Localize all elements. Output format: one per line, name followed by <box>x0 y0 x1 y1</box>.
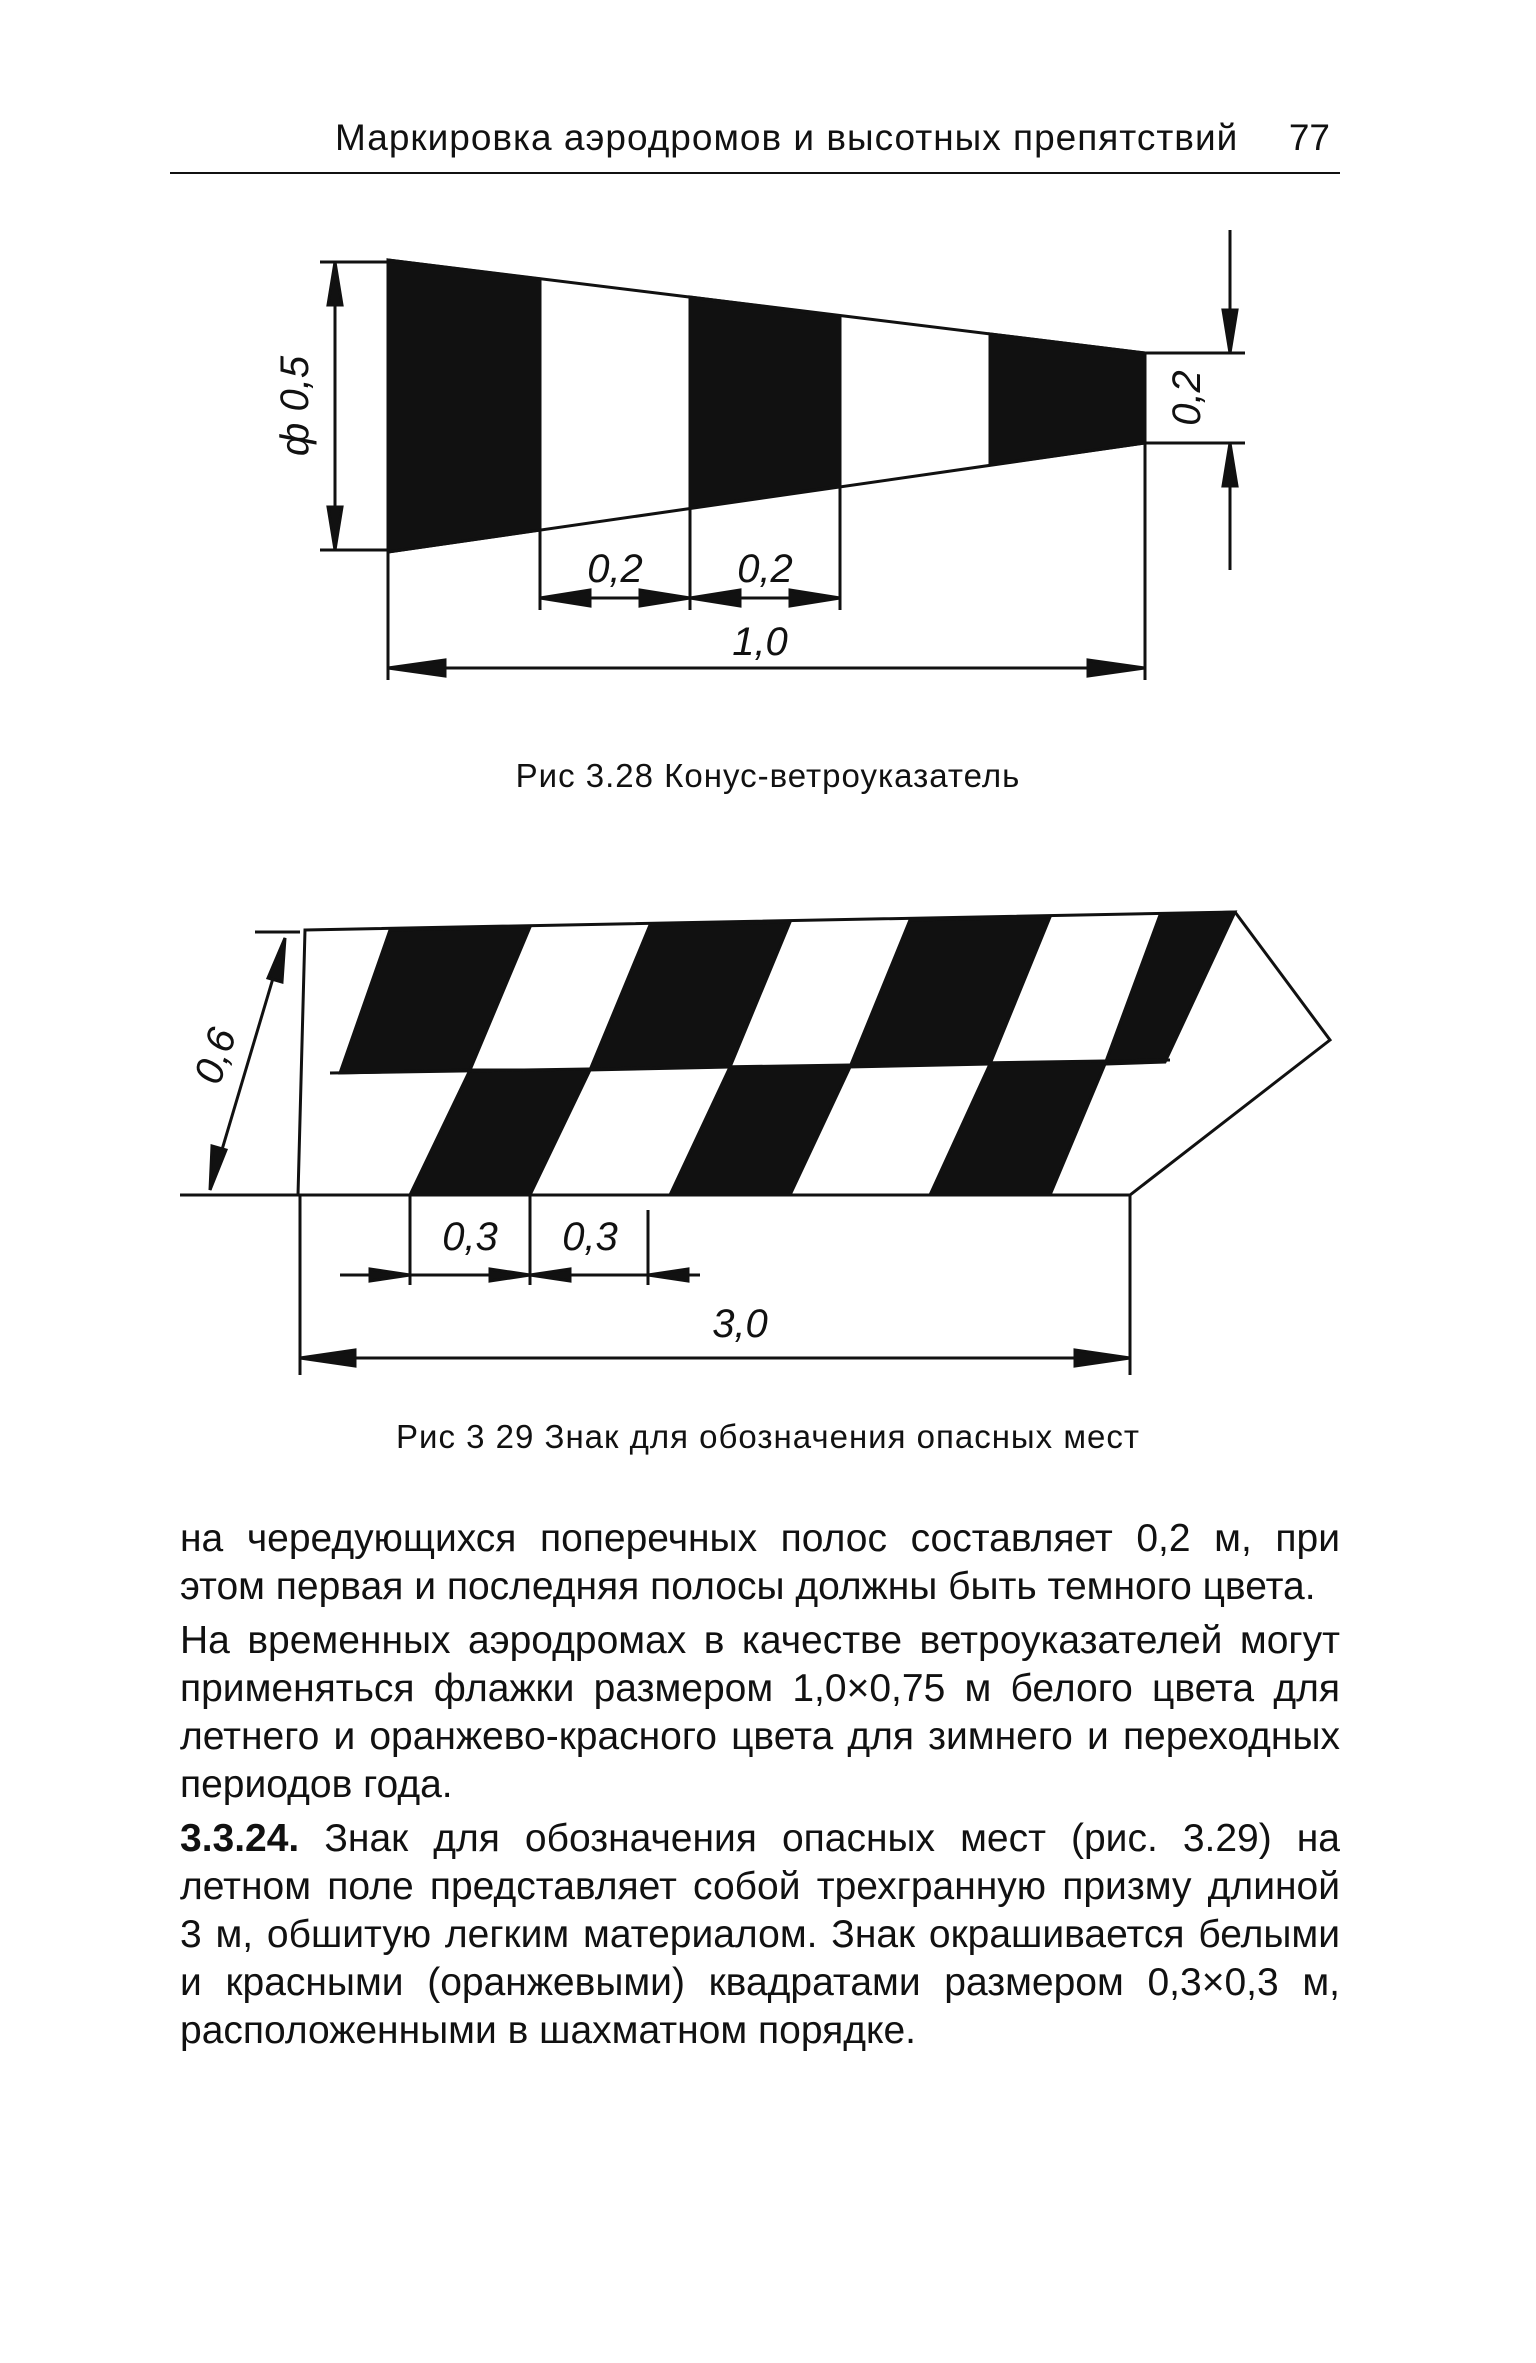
figure-caption-3-29: Рис 3 29 Знак для обозначения опасных мест <box>396 1418 1140 1455</box>
dim-length-label: 1,0 <box>732 620 788 664</box>
figure-wind-cone <box>0 210 1536 930</box>
paragraph-3-text: Знак для обозначения опасных мест (рис. 3.29) на летном поле представляет собой трехгранную призму длиной 3 м, обшитую легким материалом. Знак окрашивается белыми и красными (оранжевыми) квадратами размером 0,3×0,3 м, расположенными в шахматном порядке. <box>180 1817 1340 2052</box>
figure-hazard-marker <box>0 890 1536 1410</box>
body-text <box>180 1515 1340 2061</box>
dim-cell-label-1: 0,3 <box>442 1215 498 1259</box>
dim-cell-label-2: 0,3 <box>562 1215 618 1259</box>
page-number: 77 <box>1288 117 1330 158</box>
dim-stripe-label-1: 0,2 <box>587 547 643 591</box>
cone-stripe-dark-2 <box>690 297 840 508</box>
cone-stripe-dark-3 <box>990 334 1145 465</box>
dim-end-label: 0,2 <box>1165 370 1209 426</box>
dim-length-label-2: 3,0 <box>712 1302 768 1346</box>
cone-stripe-dark-1 <box>388 260 540 552</box>
dim-height-label: 0,6 <box>186 1022 246 1090</box>
section-number: 3.3.24. <box>180 1817 300 1860</box>
running-head <box>170 112 1340 174</box>
dim-stripe-label-2: 0,2 <box>737 547 793 591</box>
paragraph-1: на чередующихся поперечных полос составляет 0,2 м, при этом первая и последняя полосы должны быть темного цвета. <box>180 1517 1340 1608</box>
running-head-title: Маркировка аэродромов и высотных препятствий <box>335 117 1239 158</box>
paragraph-2: На временных аэродромах в качестве ветроуказателей могут применяться флажки размером 1,0×0,75 м белого цвета для летнего и оранжево-красного цвета для зимнего и переходных периодов года. <box>180 1619 1340 1806</box>
dim-diameter-label: ф 0,5 <box>273 355 317 457</box>
paragraph-3 <box>180 1815 1340 2055</box>
figure-caption-3-28: Рис 3.28 Конус-ветроуказатель <box>515 757 1021 794</box>
